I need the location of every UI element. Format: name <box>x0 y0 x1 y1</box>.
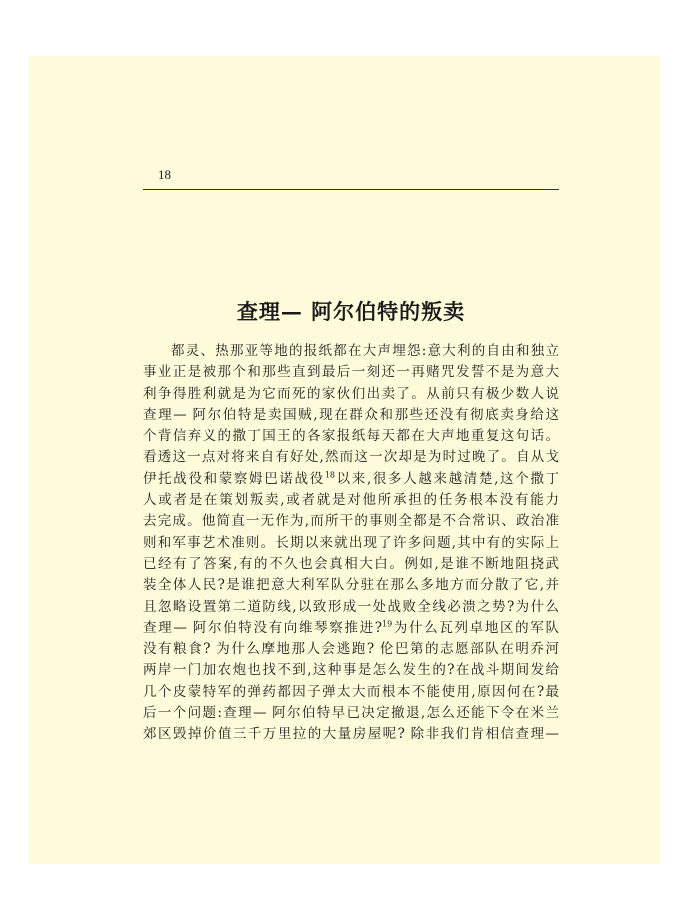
text-line <box>143 469 559 490</box>
text-line: 去完成。他简直一无作为,而所干的事则全都是不合常识、政治准 <box>143 513 559 530</box>
footnote-marker: 19 <box>382 619 393 629</box>
text-line: 看透这一点对将来自有好处,然而这一次却是为时过晚了。自从戈 <box>143 449 559 466</box>
text-line: 后一个问题:查理— 阿尔伯特早已决定撤退,怎么还能下令在米兰 <box>143 705 559 722</box>
page-number: 18 <box>158 167 171 182</box>
text-segment: 以来,很多人越来越清楚,这个撒丁 <box>335 470 559 487</box>
text-line: 郊区毁掉价值三千万里拉的大量房屋呢? 除非我们肯相信查理— <box>143 726 559 743</box>
text-line: 都灵、热那亚等地的报纸都在大声埋怨:意大利的自由和独立 <box>171 343 559 359</box>
text-line: 装全体人民?是谁把意大利军队分驻在那么多地方而分散了它,并 <box>143 577 559 594</box>
text-segment: 为什么瓦列卓地区的军队 <box>392 619 559 636</box>
text-line: 人或者是在策划叛卖,或者就是对他所承担的任务根本没有能力 <box>143 492 559 509</box>
header-rule <box>143 189 559 190</box>
body-paragraph <box>143 341 559 746</box>
text-line: 则和军事艺术准则。长期以来就出现了许多问题,其中有的实际上 <box>143 534 559 551</box>
text-line: 两岸一门加农炮也找不到,这种事是怎么发生的?在战斗期间发给 <box>143 662 559 679</box>
footnote-marker: 18 <box>324 470 335 480</box>
text-line: 没有粮食? 为什么摩地那人会逃跑? 伦巴第的志愿部队在明乔河 <box>143 641 559 658</box>
chapter-title: 查理— 阿尔伯特的叛卖 <box>236 299 466 325</box>
text-line: 已经有了答案,有的不久也会真相大白。例如,是谁不断地阻挠武 <box>143 555 559 572</box>
text-segment: 查理— 阿尔伯特没有向维琴察推进? <box>143 619 382 636</box>
text-line <box>143 618 559 639</box>
text-segment: 伊托战役和蒙察姆巴诺战役 <box>143 470 325 487</box>
text-line: 个背信弃义的撒丁国王的各家报纸每天都在大声地重复这句话。 <box>143 428 559 445</box>
text-line: 几个皮蒙特军的弹药都因子弹太大而根本不能使用,原因何在?最 <box>143 683 559 700</box>
text-line: 事业正是被那个和那些直到最后一刻还一再赌咒发誓不是为意大 <box>143 364 559 381</box>
text-line: 查理— 阿尔伯特是卖国贼,现在群众和那些还没有彻底卖身给这 <box>143 406 559 423</box>
text-line: 利争得胜利就是为它而死的家伙们出卖了。从前只有极少数人说 <box>143 385 559 402</box>
text-line: 且忽略设置第二道防线,以致形成一处战败全线必溃之势?为什么 <box>143 598 559 615</box>
